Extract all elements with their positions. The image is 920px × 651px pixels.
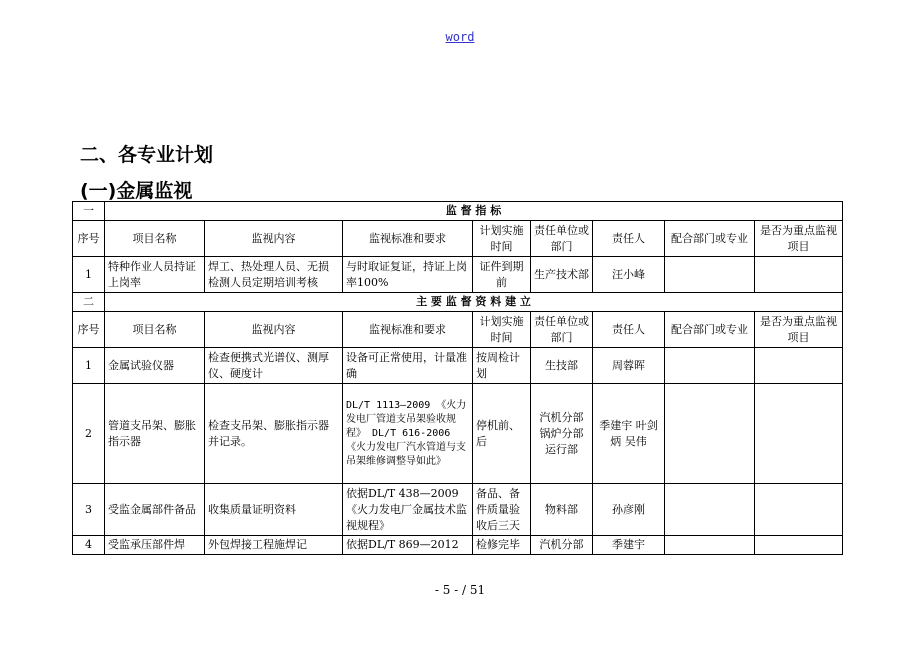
cell-time: 停机前、后 [473,384,531,484]
cell-no: 4 [73,536,105,555]
table-row [73,484,843,536]
cell-no: 1 [73,348,105,384]
cell-unit: 生技部 [531,348,593,384]
metal-supervision-table [72,201,843,555]
cell-unit: 汽机分部 [531,536,593,555]
col-header: 责任单位或部门 [531,312,593,348]
section-row [73,202,843,221]
cell-person: 周蓉晖 [593,348,665,384]
cell-key [755,384,843,484]
cell-coop [665,384,755,484]
cell-content: 收集质量证明资料 [205,484,343,536]
cell-coop [665,536,755,555]
col-header: 计划实施时间 [473,312,531,348]
table-header-row [73,312,843,348]
cell-name: 金属试验仪器 [105,348,205,384]
cell-name: 特种作业人员持证上岗率 [105,257,205,293]
section-number: 一 [73,202,105,221]
cell-unit: 物料部 [531,484,593,536]
cell-person: 孙彦刚 [593,484,665,536]
cell-name: 受监承压部件焊 [105,536,205,555]
table-row [73,536,843,555]
cell-coop [665,348,755,384]
cell-standard: 依据DL/T 438—2009《火力发电厂金属技术监视规程》 [343,484,473,536]
col-header: 监视内容 [205,221,343,257]
cell-key [755,536,843,555]
cell-time: 检修完毕 [473,536,531,555]
cell-content: 检查便携式光谱仪、测厚仪、硬度计 [205,348,343,384]
col-header: 配合部门或专业 [665,221,755,257]
col-header: 序号 [73,312,105,348]
cell-no: 1 [73,257,105,293]
cell-coop [665,257,755,293]
page-number: - 5 - / 51 [434,583,486,597]
cell-coop [665,484,755,536]
col-header: 监视标准和要求 [343,312,473,348]
cell-content: 焊工、热处理人员、无损检测人员定期培训考核 [205,257,343,293]
cell-no: 3 [73,484,105,536]
table-header-row [73,221,843,257]
cell-time: 按周检计划 [473,348,531,384]
cell-unit: 生产技术部 [531,257,593,293]
subsection-heading: (一)金属监视 [80,180,193,202]
section-title: 监 督 指 标 [105,202,843,221]
col-header: 序号 [73,221,105,257]
section-row [73,293,843,312]
cell-no: 2 [73,384,105,484]
section-number: 二 [73,293,105,312]
section-title: 主 要 监 督 资 料 建 立 [105,293,843,312]
cell-content: 检查支吊架、膨胀指示器并记录。 [205,384,343,484]
header-word-link[interactable]: word [445,30,475,44]
table-row [73,384,843,484]
cell-standard: 设备可正常使用，计量准确 [343,348,473,384]
cell-person: 季建宇 叶剑炳 吴伟 [593,384,665,484]
col-header: 监视内容 [205,312,343,348]
cell-key [755,257,843,293]
col-header: 责任人 [593,221,665,257]
col-header: 是否为重点监视项目 [755,312,843,348]
col-header: 计划实施时间 [473,221,531,257]
cell-key [755,484,843,536]
cell-person: 季建宇 [593,536,665,555]
col-header: 责任单位或部门 [531,221,593,257]
section-heading: 二、各专业计划 [80,144,214,166]
cell-standard: 依据DL/T 869—2012 [343,536,473,555]
col-header: 是否为重点监视项目 [755,221,843,257]
col-header: 项目名称 [105,312,205,348]
table-row [73,257,843,293]
col-header: 项目名称 [105,221,205,257]
cell-standard: 与时取证复证，持证上岗率100% [343,257,473,293]
col-header: 责任人 [593,312,665,348]
cell-name: 管道支吊架、膨胀指示器 [105,384,205,484]
cell-time: 证件到期前 [473,257,531,293]
cell-unit: 汽机分部 锅炉分部 运行部 [531,384,593,484]
cell-standard: DL/T 1113—2009 《火力发电厂管道支吊架验收规程》 DL/T 616-2006《火力发电厂汽水管道与支吊架维修调整导如此》 [343,384,473,484]
cell-content: 外包焊接工程施焊记 [205,536,343,555]
cell-key [755,348,843,384]
table-row [73,348,843,384]
cell-person: 汪小峰 [593,257,665,293]
cell-time: 备品、备件质量验收后三天 [473,484,531,536]
cell-name: 受监金属部件备品 [105,484,205,536]
col-header: 配合部门或专业 [665,312,755,348]
col-header: 监视标准和要求 [343,221,473,257]
